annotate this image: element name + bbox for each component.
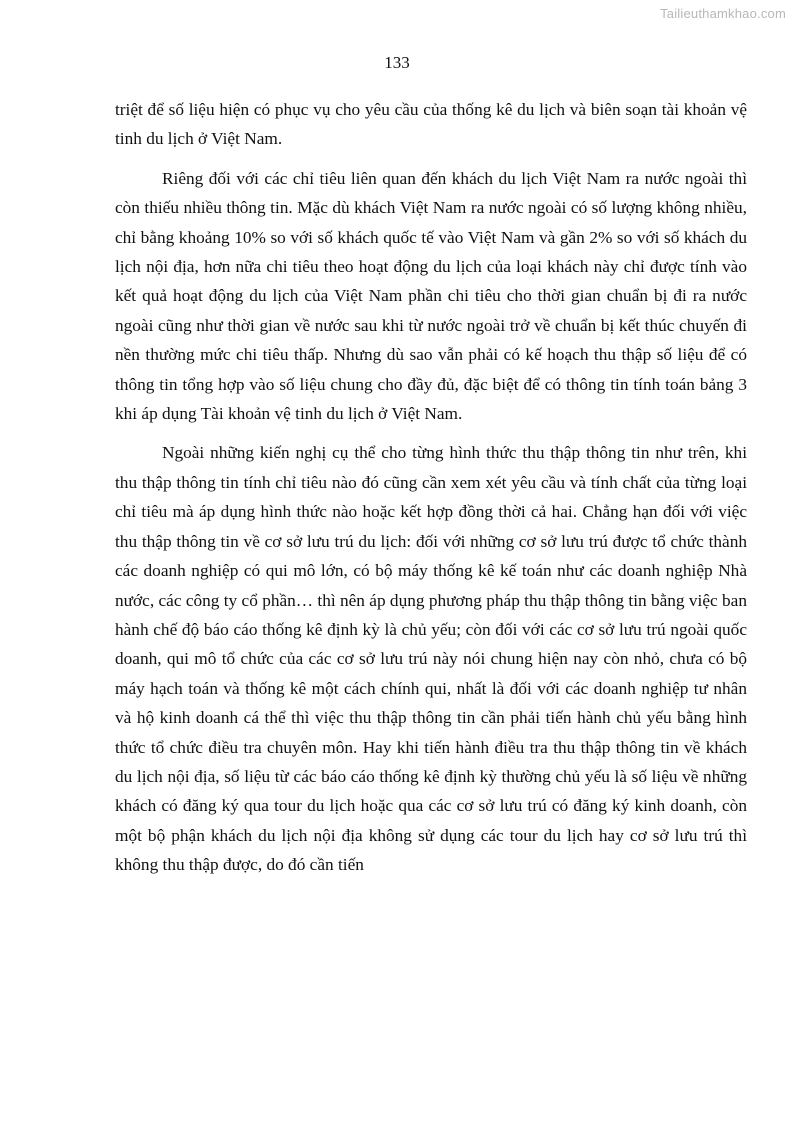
paragraph-vietnamese-outbound-tourists: Riêng đối với các chỉ tiêu liên quan đến khách du lịch Việt Nam ra nước ngoài thì còn thiếu nhiều thông tin. Mặc dù khách Việt Nam ra nước ngoài có số lượng không nhiều, chỉ bằng khoảng 10% so với số khách quốc tế vào Việt Nam và gần 2% so với số khách du lịch nội địa, hơn nữa chi tiêu theo hoạt động du lịch của loại khách này chỉ được tính vào kết quả hoạt động du lịch của Việt Nam phần chi tiêu cho thời gian chuẩn bị đi ra nước ngoài cũng như thời gian về nước sau khi từ nước ngoài trở về chuẩn bị kết thúc chuyến đi nền thường mức chi tiêu thấp. Nhưng dù sao vẫn phải có kế hoạch thu thập số liệu để có thông tin tổng hợp vào số liệu chung cho đầy đủ, đặc biệt để có thông tin tính toán bảng 3 khi áp dụng Tài khoản vệ tinh du lịch ở Việt Nam. — [115, 168, 747, 424]
page-body — [115, 95, 747, 880]
page-number: 133 — [384, 53, 410, 72]
paragraph-continuation: triệt để số liệu hiện có phục vụ cho yêu cầu của thống kê du lịch và biên soạn tài khoản vệ tinh du lịch ở Việt Nam. — [115, 100, 747, 149]
paragraph-data-collection-recommendations: Ngoài những kiến nghị cụ thể cho từng hình thức thu thập thông tin như trên, khi thu thập thông tin tính chỉ tiêu nào đó cũng cần xem xét yêu cầu và tính chất của từng loại chỉ tiêu mà áp dụng hình thức nào hoặc kết hợp đồng thời cả hai. Chẳng hạn đối với việc thu thập thông tin về cơ sở lưu trú du lịch: đối với những cơ sở lưu trú được tổ chức thành các doanh nghiệp có qui mô lớn, có bộ máy thống kê kế toán như các doanh nghiệp Nhà nước, các công ty cổ phần… thì nên áp dụng phương pháp thu thập thông tin bằng việc ban hành chế độ báo cáo thống kê định kỳ là chủ yếu; còn đối với các cơ sở lưu trú ngoài quốc doanh, qui mô tổ chức của các cơ sở lưu trú này nói chung hiện nay còn nhỏ, chưa có bộ máy hạch toán và thống kê một cách chính qui, nhất là đối với các doanh nghiệp tư nhân và hộ kinh doanh cá thể thì việc thu thập thông tin cần phải tiến hành chủ yếu bằng hình thức tổ chức điều tra chuyên môn. Hay khi tiến hành điều tra thu thập thông tin về khách du lịch nội địa, số liệu từ các báo cáo thống kê định kỳ thường chủ yếu là số liệu về những khách có đăng ký qua tour du lịch hoặc qua các cơ sở lưu trú có đăng ký kinh doanh, còn một bộ phận khách du lịch nội địa không sử dụng các tour du lịch hay cơ sở lưu trú thì không thu thập được, do đó cần tiến — [115, 443, 747, 875]
watermark: Tailieuthamkhao.com — [660, 6, 786, 21]
